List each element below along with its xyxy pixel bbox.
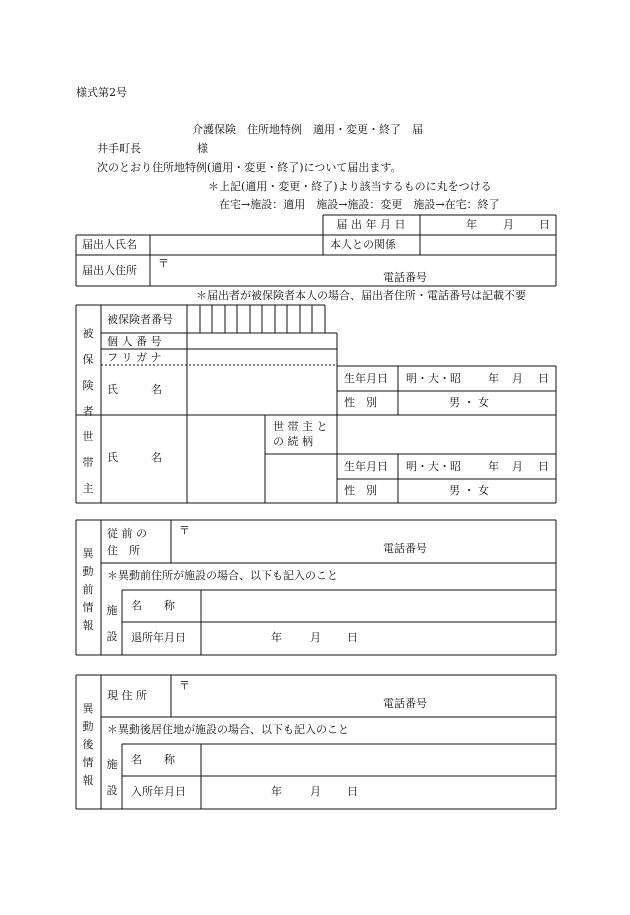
insured-birth-label: 生年月日 <box>344 372 388 385</box>
submission-date-label: 届 出 年 月 日 <box>336 218 406 231</box>
before-month[interactable]: 月 <box>310 631 321 644</box>
after-date-label: 入所年月日 <box>131 785 186 798</box>
honorific: 様 <box>197 142 208 155</box>
household-birth-day[interactable]: 日 <box>538 460 549 473</box>
after-postal-mark: 〒 <box>179 679 190 692</box>
note-circle: ＊上記(適用・変更・終了)より該当するものに丸をつける <box>208 180 492 193</box>
before-facility-note: ＊異動前住所が施設の場合、以下も記入のこと <box>107 569 338 582</box>
before-section-label: 異動前情報 <box>82 547 94 632</box>
after-facility-name-label: 名 称 <box>131 753 175 766</box>
applicant-phone-label: 電話番号 <box>383 271 427 284</box>
submission-day[interactable]: 日 <box>539 218 550 231</box>
before-phone-label: 電話番号 <box>383 542 427 555</box>
note-types: 在宅→施設：適用 施設→施設：変更 施設→在宅：終了 <box>219 198 500 211</box>
household-name-label: 氏 名 <box>107 451 162 464</box>
household-gender-options[interactable]: 男 ・ 女 <box>449 484 489 497</box>
household-birth-label: 生年月日 <box>344 460 388 473</box>
insured-birth-year[interactable]: 年 <box>488 372 499 385</box>
insured-era[interactable]: 明・大・昭 <box>406 372 461 385</box>
before-postal-mark: 〒 <box>179 524 190 537</box>
form-title: 介護保険 住所地特例 適用・変更・終了 届 <box>192 123 423 136</box>
form-number: 様式第2号 <box>76 86 127 99</box>
after-facility-note: ＊異動後居住地が施設の場合、以下も記入のこと <box>107 723 349 736</box>
applicant-postal-mark: 〒 <box>158 257 169 270</box>
furigana-label: フ リ ガ ナ <box>107 351 162 364</box>
applicant-note: ＊届出者が被保険者本人の場合、届出者住所・電話番号は記載不要 <box>196 289 526 302</box>
after-facility-label: 施設 <box>106 758 118 797</box>
after-section-label: 異動後情報 <box>82 702 94 787</box>
household-relation-label-1: 世 帯 主 と <box>273 420 328 433</box>
before-facility-label: 施設 <box>106 604 118 643</box>
applicant-address-label: 届出人住所 <box>82 264 137 277</box>
household-era[interactable]: 明・大・昭 <box>406 460 461 473</box>
insured-section-label: 被保険者 <box>82 327 94 418</box>
insured-birth-day[interactable]: 日 <box>538 372 549 385</box>
before-facility-name-label: 名 称 <box>131 599 175 612</box>
before-day[interactable]: 日 <box>347 631 358 644</box>
applicant-name-label: 届出人氏名 <box>82 238 137 251</box>
before-year[interactable]: 年 <box>271 631 282 644</box>
household-section-label: 世帯主 <box>82 430 94 495</box>
after-address-label: 現 住 所 <box>107 689 147 702</box>
insured-gender-label: 性 別 <box>344 396 377 409</box>
insured-birth-month[interactable]: 月 <box>512 372 523 385</box>
after-year[interactable]: 年 <box>271 785 282 798</box>
insured-gender-options[interactable]: 男 ・ 女 <box>449 396 489 409</box>
after-day[interactable]: 日 <box>347 785 358 798</box>
before-address-label-2: 住 所 <box>107 544 140 557</box>
after-month[interactable]: 月 <box>310 785 321 798</box>
household-relation-label-2: の 続 柄 <box>273 435 313 448</box>
addressee: 井手町長 <box>97 142 141 155</box>
personal-number-label: 個 人 番 号 <box>107 335 162 348</box>
intro-text: 次のとおり住所地特例(適用・変更・終了)について届出ます。 <box>97 161 402 174</box>
household-gender-label: 性 別 <box>344 484 377 497</box>
after-phone-label: 電話番号 <box>383 697 427 710</box>
insured-number-label: 被保険者番号 <box>107 313 173 326</box>
before-address-label-1: 従 前 の <box>107 527 147 540</box>
relation-label: 本人との関係 <box>330 238 396 251</box>
submission-month[interactable]: 月 <box>503 218 514 231</box>
household-birth-year[interactable]: 年 <box>488 460 499 473</box>
household-birth-month[interactable]: 月 <box>512 460 523 473</box>
before-date-label: 退所年月日 <box>131 631 186 644</box>
submission-year[interactable]: 年 <box>466 218 477 231</box>
insured-name-label: 氏 名 <box>107 383 162 396</box>
